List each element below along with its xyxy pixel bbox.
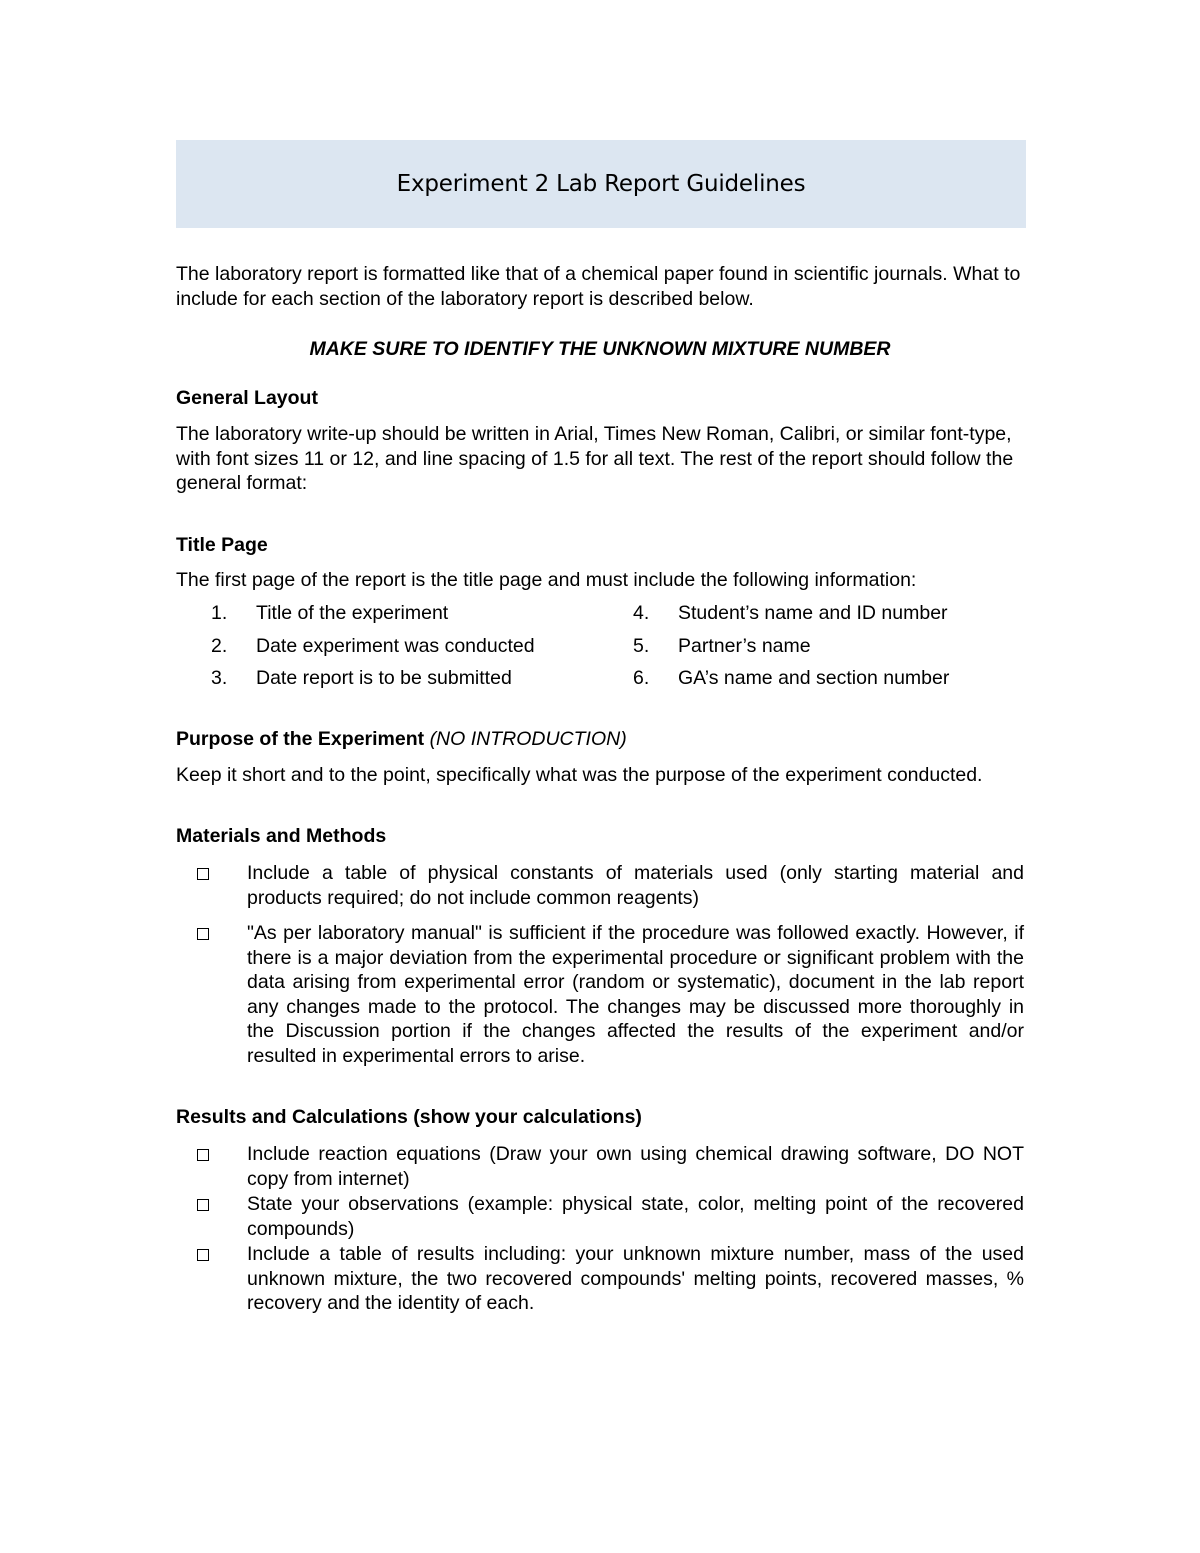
general-layout-heading: General Layout [176,387,318,409]
document-title: Experiment 2 Lab Report Guidelines [396,171,806,197]
list-item [176,1192,1024,1241]
list-item [176,1142,1024,1191]
materials-heading: Materials and Methods [176,825,387,847]
checkbox-bullet-icon [197,928,209,940]
list-item-text: Include a table of results including: your unknown mixture number, mass of the used unknown mixture, the two recovered compounds' melting points, recovered masses, % recovery and the identity of each. [247,1243,1024,1314]
checkbox-bullet-icon [197,868,209,880]
title-banner [176,140,1026,228]
list-item [633,634,993,659]
list-number: 4. [633,602,650,624]
purpose-heading-text: Purpose of the Experiment [176,727,425,750]
title-page-heading: Title Page [176,533,268,556]
list-item-text: Include reaction equations (Draw your own using chemical drawing software, DO NOT copy from internet) [247,1143,1024,1190]
list-item [176,861,1024,910]
list-item [211,666,633,691]
purpose-text: Keep it short and to the point, specifically what was the purpose of the experiment conducted. [176,763,983,786]
list-item-text: State your observations (example: physical state, color, melting point of the recovered compounds) [247,1193,1024,1240]
list-item-text: Include a table of physical constants of materials used (only starting material and products required; do not include common reagents) [247,862,1024,909]
checkbox-bullet-icon [197,1149,209,1161]
unknown-mixture-notice: MAKE SURE TO IDENTIFY THE UNKNOWN MIXTURE NUMBER [309,338,891,360]
results-heading: Results and Calculations (show your calculations) [176,1106,642,1128]
list-label: Partner’s name [678,634,811,657]
list-item [211,634,633,659]
materials-section [176,824,1024,1068]
checkbox-bullet-icon [197,1249,209,1261]
list-number: 5. [633,634,650,657]
list-item [176,921,1024,1068]
title-page-text: The first page of the report is the title page and must include the following information: [176,568,917,591]
purpose-heading [176,727,1024,751]
title-page-list [176,601,1024,691]
list-item [633,601,993,626]
intro-paragraph: The laboratory report is formatted like that of a chemical paper found in scientific journals. What to include for each section of the laboratory report is described below. [176,263,1021,310]
list-number: 3. [211,667,228,689]
list-number: 6. [633,667,650,689]
purpose-heading-note: (NO INTRODUCTION) [429,727,627,750]
results-section [176,1105,1024,1316]
list-item [633,666,993,691]
list-number: 1. [211,602,228,624]
list-label: Date experiment was conducted [256,634,535,657]
purpose-section [176,727,1024,788]
list-number: 2. [211,634,228,657]
list-label: GA’s name and section number [678,667,950,689]
general-layout-text: The laboratory write-up should be written in Arial, Times New Roman, Calibri, or similar font-type, with font sizes 11 or 12, and line spacing of 1.5 for all text. The rest of the report should follow the general format: [176,423,1014,494]
list-item [211,601,633,626]
results-list [176,1142,1024,1316]
list-label: Student’s name and ID number [678,602,948,624]
document-body [176,262,1024,1316]
title-page-section [176,533,1024,691]
checkbox-bullet-icon [197,1199,209,1211]
general-layout-section [176,386,1024,496]
list-item-text: "As per laboratory manual" is sufficient if the procedure was followed exactly. However, if there is a major deviation from the experimental procedure or significant problem with the data arising from experimental error (random or systematic), document in the lab report any changes made to the protocol. The changes may be discussed more thoroughly in the Discussion portion if the changes affected the results of the experiment and/or resulted in experimental errors to arise. [247,922,1024,1067]
list-label: Title of the experiment [256,602,449,624]
materials-list [176,861,1024,1068]
list-label: Date report is to be submitted [256,667,512,689]
list-item [176,1242,1024,1316]
